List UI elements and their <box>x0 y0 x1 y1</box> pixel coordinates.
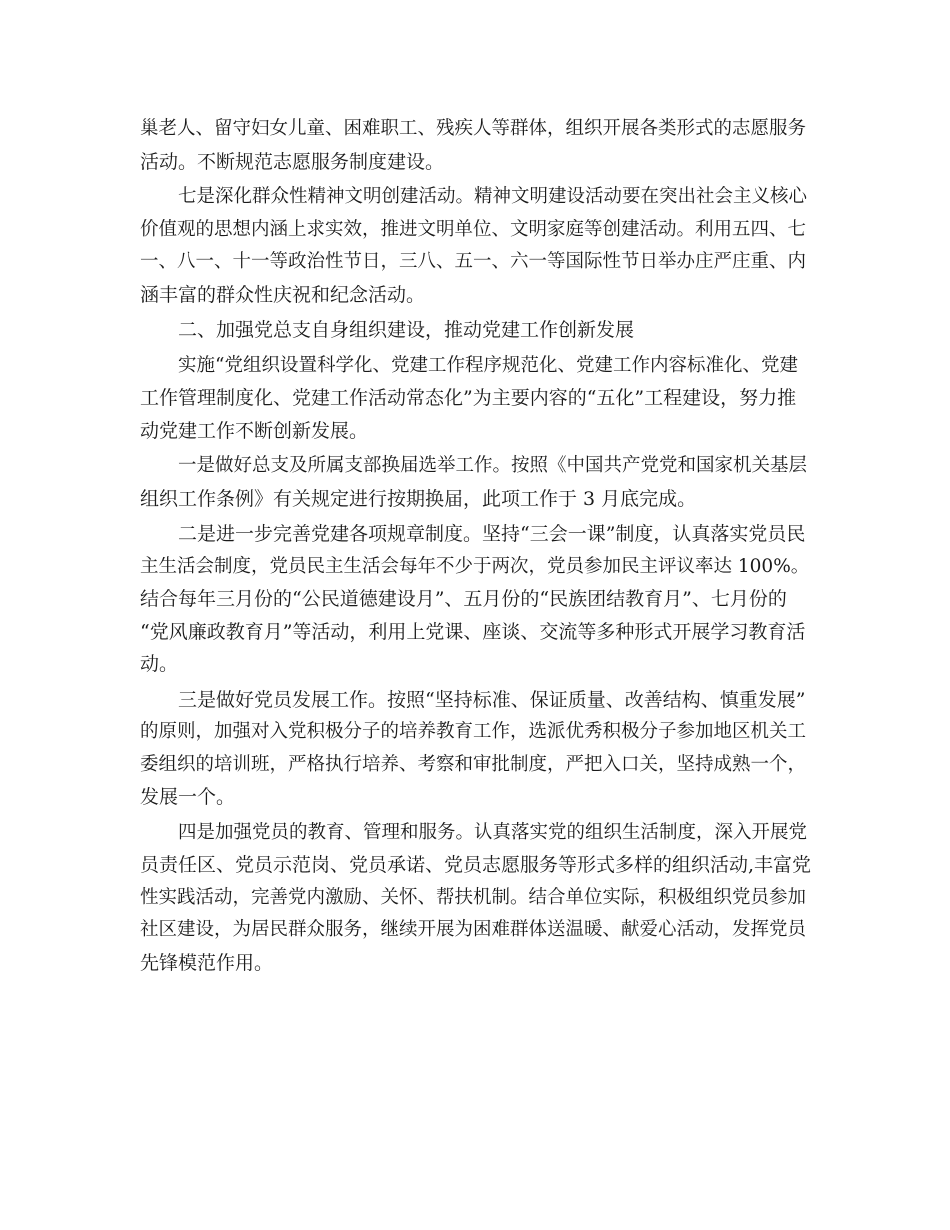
text-line: 的原则，加强对入党积极分子的培养教育工作，选派优秀积极分子参加地区机关工 <box>140 721 807 742</box>
paragraph <box>140 113 812 178</box>
text-line: 一是做好总支及所属支部换届选举工作。按照《中国共产党党和国家机关基层 <box>178 455 808 476</box>
text-line: 二、加强党总支自身组织建设，推动党建工作创新发展 <box>178 319 635 341</box>
text-line: 四是加强党员的教育、管理和服务。认真落实党的组织生活制度，深入开展党 <box>178 821 808 843</box>
text-line: 动党建工作不断创新发展。 <box>140 419 369 442</box>
text-line: 实施“党组织设置科学化、党建工作程序规范化、党建工作内容标准化、党建 <box>178 354 798 376</box>
text-line: “党风廉政教育月”等活动，利用上党课、座谈、交流等多种形式开展学习教育活 <box>140 620 806 643</box>
text-line: 活动。不断规范志愿服务制度建设。 <box>140 150 445 173</box>
text-line: 七是深化群众性精神文明创建活动。精神文明建设活动要在突出社会主义核心 <box>178 186 808 207</box>
text-line: 动。 <box>140 653 179 675</box>
text-line: 委组织的培训班，严格执行培养、考察和审批制度，严把入口关，坚持成熟一个， <box>140 753 807 775</box>
text-line: 发展一个。 <box>140 786 236 808</box>
document-body <box>140 113 812 982</box>
text-line: 价值观的思想内涵上求实效，推进文明单位、文明家庭等创建活动。利用五四、七 <box>140 218 807 240</box>
paragraph <box>140 684 812 814</box>
text-line: 主生活会制度，党员民主生活会每年不少于两次，党员参加民主评议率达 100%。 <box>140 555 810 577</box>
paragraph <box>140 817 812 980</box>
text-line: 一、八一、十一等政治性节日，三八、五一、六一等国际性节日举办庄严庄重、内 <box>140 251 807 272</box>
text-line: 巢老人、留守妇女儿童、困难职工、残疾人等群体，组织开展各类形式的志愿服务 <box>140 118 807 139</box>
text-line: 性实践活动，完善党内激励、关怀、帮扶机制。结合单位实际，积极组织党员参加 <box>140 886 807 908</box>
text-line: 三是做好党员发展工作。按照“坚持标准、保证质量、改善结构、慎重发展” <box>178 688 806 711</box>
text-line: 涵丰富的群众性庆祝和纪念活动。 <box>140 283 426 306</box>
text-line: 社区建设，为居民群众服务，继续开展为困难群体送温暖、献爱心活动，发挥党员 <box>140 919 807 940</box>
paragraph <box>140 181 812 311</box>
text-line: 员责任区、党员示范岗、党员承诺、党员志愿服务等形式多样的组织活动,丰富党 <box>140 854 812 876</box>
text-line: 先锋模范作用。 <box>140 951 274 974</box>
text-line: 工作管理制度化、党建工作活动常态化”为主要内容的“五化”工程建设，努力推 <box>140 387 797 409</box>
paragraph <box>140 450 812 515</box>
paragraph <box>140 350 812 448</box>
section-heading <box>140 314 812 347</box>
text-line: 组织工作条例》有关规定进行按期换届，此项工作于 3 月底完成。 <box>140 487 697 510</box>
paragraph <box>140 518 812 681</box>
text-line: 结合每年三月份的“公民道德建设月”、五月份的“民族团结教育月”、七月份的 <box>140 588 787 610</box>
text-line: 二是进一步完善党建各项规章制度。坚持“三会一课”制度，认真落实党员民 <box>178 523 806 545</box>
